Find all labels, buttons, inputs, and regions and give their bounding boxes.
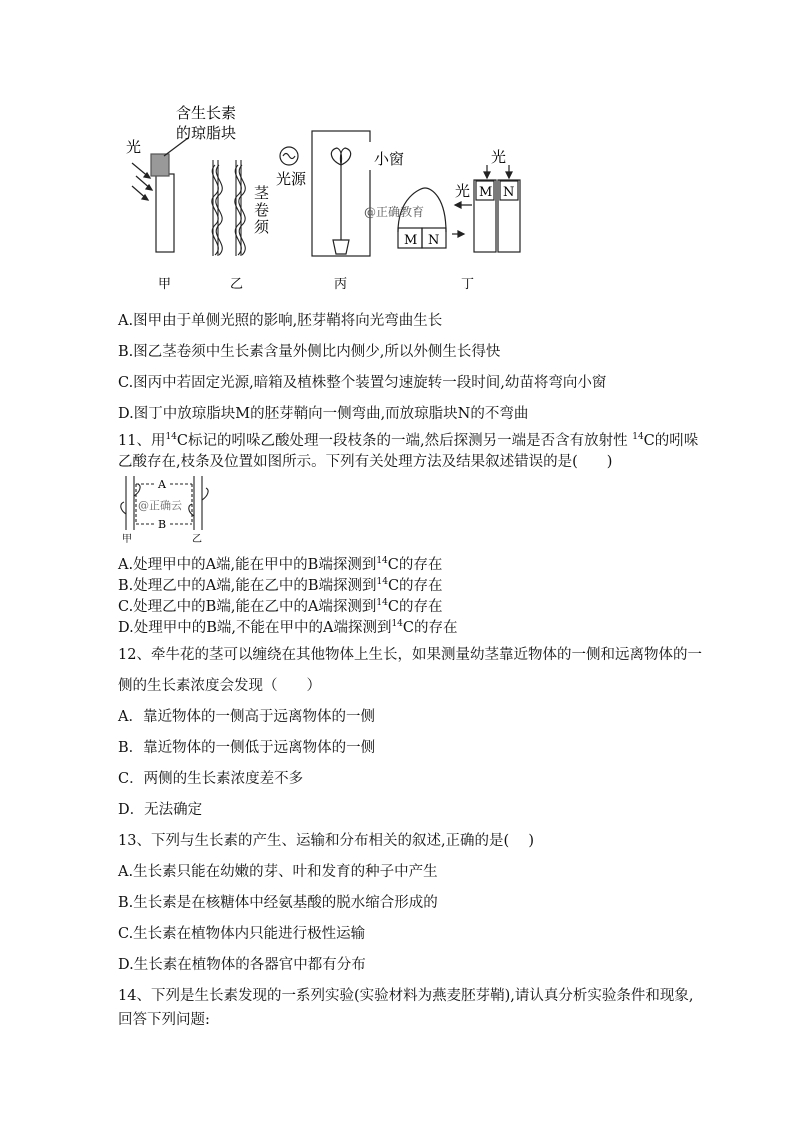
q11-option-d: D.处理甲中的B端,不能在甲中的A端探测到$^{14}$C的存在 (118, 619, 458, 636)
q12-stem-line2: 侧的生长素浓度会发现（ ） (118, 678, 321, 694)
q13-stem: 13、下列与生长素的产生、运输和分布相关的叙述,正确的是( ) (118, 833, 534, 849)
fig-caption-jia: 甲 (158, 277, 172, 292)
q10-option-c: C.图丙中若固定光源,暗箱及植株整个装置匀速旋转一段时间,幼苗将弯向小窗 (118, 375, 607, 391)
fig-caption-ding: 丁 (461, 277, 475, 292)
fig-label-light-left: 光 (126, 138, 142, 156)
figure-auxin-experiments (0, 0, 794, 300)
q11-fig-watermark: @正确云 (138, 499, 182, 512)
fig-label-N-left: N (428, 233, 440, 248)
fig-label-M-left: M (404, 233, 418, 248)
q11-fig-A: A (158, 478, 166, 491)
fig-label-light-mid: 光 (455, 182, 471, 200)
fig-label-agar2: 的琼脂块 (176, 124, 237, 142)
fig-label-N-right: N (503, 185, 515, 200)
fig-label-light-source: 光源 (276, 170, 307, 188)
q14-stem-line2: 回答下列问题: (118, 1012, 210, 1028)
fig-caption-bing: 丙 (334, 277, 348, 292)
fig-label-agar: 含生长素 (176, 104, 237, 122)
fig-label-light-top: 光 (491, 148, 507, 166)
q11-fig-B: B (158, 518, 167, 531)
q11-stem-line1: 11、用$^{14}$C标记的吲哚乙酸处理一段枝条的一端,然后探测另一端是否含有放射性 $^{14}$C的吲哚 (118, 432, 699, 449)
q14-stem-line1: 14、下列是生长素发现的一系列实验(实验材料为燕麦胚芽鞘),请认真分析实验条件和现象, (118, 988, 694, 1004)
fig-label-stem-tendril-3: 须 (254, 218, 270, 236)
q11-fig-yi: 乙 (192, 534, 202, 544)
q10-option-b: B.图乙茎卷须中生长素含量外侧比内侧少,所以外侧生长得快 (118, 344, 501, 360)
q12-option-c: C．两侧的生长素浓度差不多 (118, 771, 304, 787)
q13-option-b: B.生长素是在核糖体中经氨基酸的脱水缩合形成的 (118, 895, 438, 911)
q11-option-a: A.处理甲中的A端,能在甲中的B端探测到$^{14}$C的存在 (118, 556, 443, 573)
q13-option-a: A.生长素只能在幼嫩的芽、叶和发育的种子中产生 (118, 864, 438, 880)
q12-stem-line1: 12、牵牛花的茎可以缠绕在其他物体上生长，如果测量幼茎靠近物体的一侧和远离物体的一 (118, 647, 702, 663)
q13-option-d: D.生长素在植物体的各器官中都有分布 (118, 957, 366, 973)
q10-option-d: D.图丁中放琼脂块M的胚芽鞘向一侧弯曲,而放琼脂块N的不弯曲 (118, 406, 529, 422)
q11-fig-jia: 甲 (122, 534, 132, 544)
fig-label-stem-tendril-2: 卷 (254, 201, 270, 219)
q11-figure (118, 474, 228, 544)
q11-option-b: B.处理乙中的A端,能在乙中的B端探测到$^{14}$C的存在 (118, 577, 443, 594)
q11-option-c: C.处理乙中的B端,能在乙中的A端探测到$^{14}$C的存在 (118, 598, 443, 615)
q13-option-c: C.生长素在植物体内只能进行极性运输 (118, 926, 366, 942)
figure-bing (280, 131, 370, 256)
fig-caption-yi: 乙 (230, 277, 244, 292)
fig-label-M-right: M (479, 185, 493, 200)
fig-label-window: 小窗 (374, 150, 405, 168)
q12-option-d: D．无法确定 (118, 802, 203, 818)
q11-stem-line2: 乙酸存在,枝条及位置如图所示。下列有关处理方法及结果叙述错误的是( ) (118, 454, 613, 470)
fig-watermark: @正确教育 (364, 205, 425, 219)
figure-yi (212, 160, 245, 256)
q10-option-a: A.图甲由于单侧光照的影响,胚芽鞘将向光弯曲生长 (118, 313, 443, 329)
q12-option-a: A．靠近物体的一侧高于远离物体的一侧 (118, 709, 375, 725)
fig-label-stem-tendril-1: 茎 (254, 184, 270, 202)
q12-option-b: B．靠近物体的一侧低于远离物体的一侧 (118, 740, 376, 756)
